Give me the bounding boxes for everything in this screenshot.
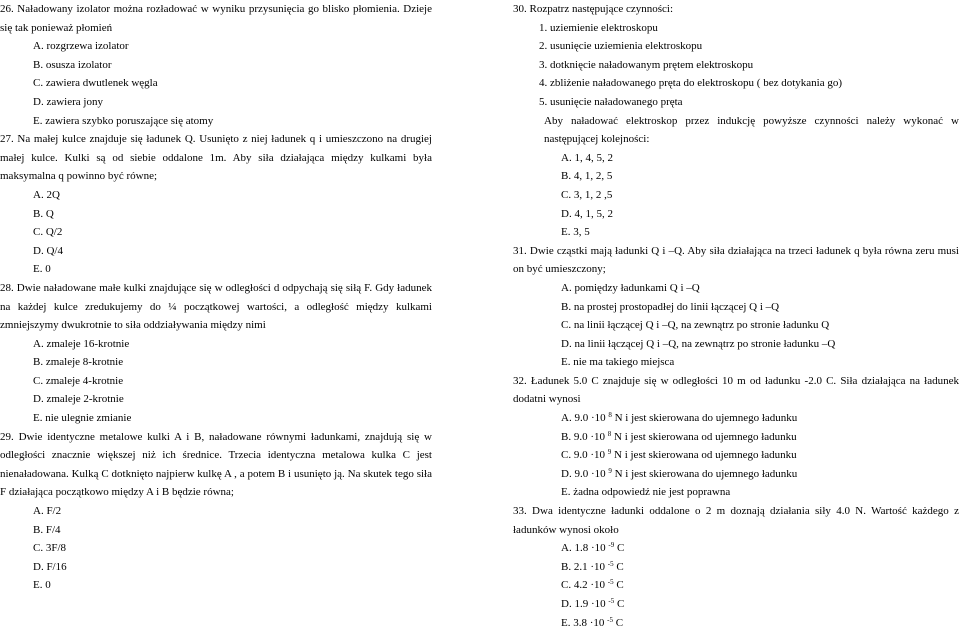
- option: D. zmaleje 2-krotnie: [33, 393, 124, 406]
- option: B. Q: [33, 207, 54, 220]
- option: C. 3, 1, 2 ,5: [561, 188, 613, 201]
- option: 2. usunięcie uziemienia elektroskopu: [539, 40, 703, 53]
- question-27: [0, 130, 432, 279]
- option: B. F/4: [33, 523, 61, 536]
- exponent: -5: [608, 597, 615, 605]
- question-28: [0, 279, 432, 428]
- option: [513, 595, 959, 614]
- option: C. Q/2: [33, 226, 63, 239]
- option: E. 0: [33, 263, 51, 276]
- exponent: 9: [607, 448, 612, 457]
- option: E. 3, 5: [561, 226, 590, 239]
- option-text: B. 9.0 ·10: [561, 430, 608, 443]
- option-text: N i jest skierowana od ujemnego ładunku: [611, 449, 797, 462]
- option: A. zmaleje 16-krotnie: [33, 337, 130, 350]
- exponent: 8: [607, 429, 612, 438]
- question-32: [513, 372, 959, 502]
- option-text: C: [614, 542, 625, 555]
- question-30: [513, 0, 959, 242]
- option-text: C. 9.0 ·10: [561, 449, 608, 462]
- option: C. na linii łączącej Q i –Q, na zewnątrz po stronie ładunku Q: [561, 319, 830, 332]
- option: A. pomiędzy ładunkami Q i –Q: [561, 281, 700, 294]
- question-text-continued: Aby naładować elektroskop przez indukcję powyższe czynności należy wykonać w następującej kolejności:: [544, 114, 959, 146]
- option-text: C. 4.2 ·10: [561, 579, 608, 592]
- question-33: [513, 502, 959, 632]
- option-text: D. 1.9 ·10: [561, 598, 609, 610]
- option: [513, 428, 959, 447]
- question-text: 28. Dwie naładowane małe kulki znajdujące się w odległości d odpychają się siłą F. Gdy ładunek na każdej kulce zredukujemy do ¼ początkowej wartości, a odległość między kulkami zmniejszymy dwukrotnie to siła oddziaływania między nimi: [0, 281, 432, 332]
- question-text: 29. Dwie identyczne metalowe kulki A i B, naładowane równymi ładunkami, znajdują się w odległości znacznie większej niż ich średnice. Trzecia identyczna metalowa kulka C jest nienaładowana. Kulką C dotknięto najpierw kulkę A , a potem B i usunięto ją. Na skutek tego siła F działająca początkowo między A i B będzie równa;: [0, 430, 432, 499]
- option-text: D. 9.0 ·10: [561, 467, 609, 480]
- option: A. F/2: [33, 505, 62, 518]
- option-text: C: [613, 560, 624, 573]
- option: C. 3F/8: [33, 542, 67, 555]
- option: D. F/16: [33, 560, 67, 573]
- option: E. nie ulegnie zmianie: [33, 412, 132, 425]
- question-text: 32. Ładunek 5.0 C znajduje się w odległości 10 m od ładunku -2.0 C. Siła działająca na ładunek dodatni wynosi: [513, 374, 959, 406]
- option: [513, 539, 959, 558]
- exponent: -9: [608, 541, 615, 550]
- option: D. na linii łączącej Q i –Q, na zewnątrz po stronie ładunku –Q: [561, 337, 836, 350]
- option-text: N i jest skierowana do ujemnego ładunku: [611, 412, 798, 425]
- option: E. żadna odpowiedź nie jest poprawna: [561, 486, 731, 499]
- option: 3. dotknięcie naładowanym prętem elektroskopu: [539, 58, 754, 71]
- option: B. 4, 1, 2, 5: [561, 170, 613, 183]
- option: 1. uziemienie elektroskopu: [539, 21, 658, 34]
- option: C. zmaleje 4-krotnie: [33, 374, 124, 387]
- right-column: [513, 0, 959, 632]
- question-text: 30. Rozpatrz następujące czynności:: [513, 3, 674, 15]
- option: 4. zbliżenie naładowanego pręta do elektroskopu ( bez dotykania go): [539, 77, 842, 90]
- option-text: N i jest skierowana do ujemnego ładunku: [611, 467, 798, 480]
- option-text: A. 1.8 ·10: [561, 542, 609, 555]
- option: 5. usunięcie naładowanego pręta: [539, 95, 683, 108]
- option-text: C: [612, 616, 624, 629]
- question-text: 27. Na małej kulce znajduje się ładunek Q. Usunięto z niej ładunek q i umieszczono na drugiej małej kulce. Kulki są od siebie oddalone 1m. Aby siła działająca między kulkami była maksymalna q powinno być równe;: [0, 133, 432, 183]
- option: A. 1, 4, 5, 2: [561, 151, 613, 164]
- question-text: 26. Naładowany izolator można rozładować w wyniku przysunięcia go blisko płomienia. Dzieje się tak ponieważ płomień: [0, 3, 432, 34]
- option-text: E. 3.8 ·10: [561, 616, 608, 629]
- option: D. Q/4: [33, 244, 63, 257]
- left-column: [0, 0, 432, 595]
- option: E. nie ma takiego miejsca: [561, 356, 675, 369]
- option: [513, 558, 959, 577]
- option: B. na prostej prostopadłej do linii łączącej Q i –Q: [561, 300, 780, 313]
- option: C. zawiera dwutlenek węgla: [33, 77, 158, 90]
- option-text: N i jest skierowana od ujemnego ładunku: [611, 430, 797, 443]
- question-text: 31. Dwie cząstki mają ładunki Q i –Q. Aby siła działająca na trzeci ładunek q była równa zeru musi on być umieszczony;: [513, 244, 959, 276]
- exponent: 8: [608, 411, 612, 420]
- exponent: 9: [608, 466, 612, 475]
- question-text: 33. Dwa identyczne ładunki oddalone o 2 m doznają działania siły 4.0 N. Wartość każdego z ładunków wynosi około: [513, 505, 959, 536]
- option-text: B. 2.1 ·10: [561, 560, 608, 573]
- option: B. osusza izolator: [33, 58, 112, 71]
- option: [513, 409, 959, 428]
- question-31: [513, 242, 959, 372]
- option: D. 4, 1, 5, 2: [561, 207, 613, 220]
- option: B. zmaleje 8-krotnie: [33, 356, 124, 369]
- option: A. 2Q: [33, 188, 60, 201]
- option: D. zawiera jony: [33, 95, 103, 108]
- exponent: -5: [607, 559, 614, 568]
- option: E. 0: [33, 579, 51, 592]
- question-26: [0, 0, 432, 130]
- option-text: C: [613, 579, 624, 592]
- option: [513, 446, 959, 465]
- option: [513, 614, 959, 632]
- exponent: -5: [607, 615, 613, 624]
- option-text: A. 9.0 ·10: [561, 412, 609, 425]
- question-29: [0, 428, 432, 595]
- option: A. rozgrzewa izolator: [33, 40, 129, 53]
- option: E. zawiera szybko poruszające się atomy: [33, 114, 214, 127]
- option: [513, 465, 959, 484]
- option: [513, 576, 959, 595]
- exponent: -5: [607, 578, 614, 587]
- option-text: C: [614, 598, 625, 610]
